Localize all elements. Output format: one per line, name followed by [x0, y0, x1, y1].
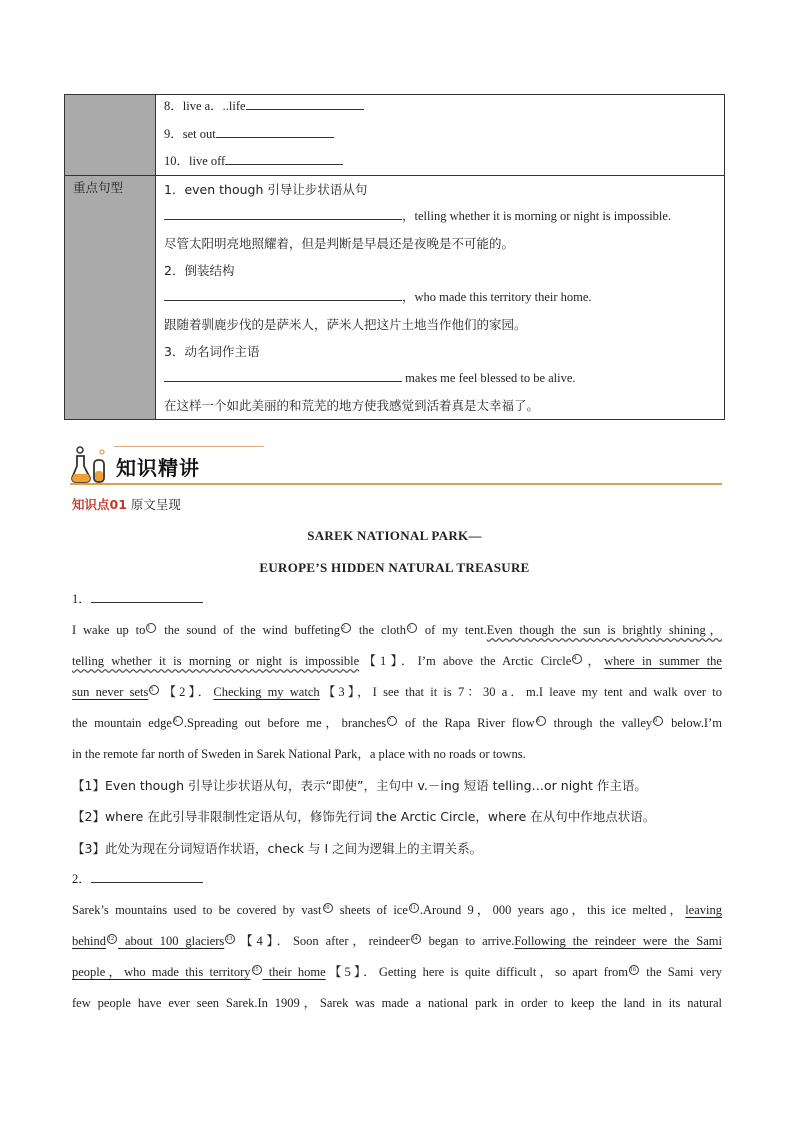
text-run: their home	[262, 965, 326, 979]
footnote-marker: 4	[572, 654, 582, 664]
footnote-marker: 8	[536, 716, 546, 726]
text-line	[72, 615, 722, 646]
answer-blank[interactable]	[91, 868, 203, 883]
text-run: few people have ever seen Sarek.In 1909，Sarek was made a national park in order to keep the land in its natural	[72, 996, 722, 1010]
table-label-key-sentences: 重点句型	[65, 176, 156, 420]
text-line	[72, 988, 722, 1019]
article-title-1: SAREK NATIONAL PARK—	[307, 528, 482, 543]
text-run: 【5】．Getting here is quite difficult，so apart from	[325, 965, 629, 979]
text-run: Checking my watch	[213, 685, 320, 699]
article-title-2: EUROPE’S HIDDEN NATURAL TREASURE	[259, 560, 530, 575]
text-run: I wake up to	[72, 623, 146, 637]
text-run: through the valley	[546, 716, 653, 730]
sentence-translation: 跟随着驯鹿步伐的是萨米人，萨米人把这片土地当作他们的家园。	[164, 317, 527, 332]
answer-blank[interactable]	[246, 95, 364, 110]
footnote-marker: 12	[107, 934, 117, 944]
text-run: below.I’m	[664, 716, 722, 730]
text-run: sun never sets	[72, 685, 149, 699]
text-run: in the remote far north of Sweden in Sarek National Park，a place with no roads or towns.	[72, 747, 526, 761]
text-run: 1．	[72, 592, 91, 606]
sentence-translation: 在这样一个如此美丽的和荒芜的地方使我感觉到活着真是太幸福了。	[164, 398, 540, 413]
note-3: 【3】此处为现在分词短语作状语，check 与 I 之间为逻辑上的主谓关系。	[72, 841, 483, 856]
note-2: 【2】where 在此引导非限制性定语从句，修饰先行词 the Arctic Circle，where 在从句中作地点状语。	[72, 809, 656, 824]
text-run: where in summer the	[604, 654, 722, 668]
knowledge-point: 知识点01 原文呈现	[72, 497, 181, 512]
answer-blank[interactable]	[216, 123, 334, 138]
answer-blank[interactable]	[225, 150, 343, 165]
answer-blank[interactable]	[164, 286, 402, 301]
footnote-marker: 7	[387, 716, 397, 726]
phrase-row: 10．live off	[164, 148, 716, 175]
sentence-translation: 尽管太阳明亮地照耀着，但是判断是早晨还是夜晚是不可能的。	[164, 236, 515, 251]
footnote-marker: 11	[409, 903, 419, 913]
section-title: 知识精讲	[116, 456, 200, 480]
footnote-marker: 1	[146, 623, 156, 633]
sentence-cell	[156, 176, 725, 420]
footnote-marker: 3	[407, 623, 417, 633]
footnote-marker: 16	[629, 965, 639, 975]
sentence-heading: 3．动名词作主语	[164, 344, 260, 359]
footnote-marker: 15	[252, 965, 262, 975]
text-line	[72, 895, 722, 926]
text-run: began to arrive.	[421, 934, 515, 948]
text-line	[72, 708, 722, 739]
table-label-empty	[65, 95, 156, 176]
paragraph-number	[72, 864, 722, 895]
text-run: behind	[72, 934, 107, 948]
text-run: Sarek’s mountains used to be covered by vast	[72, 903, 322, 917]
footnote-marker: 2	[341, 623, 351, 633]
text-run: ，	[583, 654, 605, 668]
paragraph-2	[72, 864, 722, 1019]
text-line	[72, 957, 722, 988]
text-run: about 100 glaciers	[118, 934, 225, 948]
heading-underline	[70, 483, 722, 485]
section-heading	[70, 440, 722, 486]
text-run: 【4】．Soon after，reindeer	[236, 934, 410, 948]
footnote-marker: 9	[653, 716, 663, 726]
text-run: Following the reindeer were the Sami	[514, 934, 722, 948]
text-run: 【2】．	[160, 685, 214, 699]
paragraph-number	[72, 584, 722, 615]
text-run: the cloth	[351, 623, 406, 637]
paragraph-1	[72, 584, 722, 770]
text-run: 【1】．I’m above the Arctic Circle	[359, 654, 572, 668]
text-run: leaving	[685, 903, 722, 917]
text-run: people，who made this territory	[72, 965, 251, 979]
text-run: of my tent.	[417, 623, 487, 637]
sentence-fill-row: ，telling whether it is morning or night is impossible.	[164, 203, 716, 230]
footnote-marker: 6	[173, 716, 183, 726]
text-run: .Spreading out before me，branches	[183, 716, 387, 730]
answer-blank[interactable]	[164, 367, 402, 382]
text-line	[72, 926, 722, 957]
vocab-sentence-table	[64, 94, 725, 420]
note-1: 【1】Even though 引导让步状语从句，表示“即使”，主句中 v.－ing 短语 telling…or night 作主语。	[72, 778, 647, 793]
footnote-marker: 13	[225, 934, 235, 944]
text-run: sheets of ice	[333, 903, 408, 917]
phrase-row: 8．live a．..life	[164, 95, 716, 121]
text-run: the mountain edge	[72, 716, 172, 730]
text-run: the Sami very	[640, 965, 722, 979]
heading-top-rule	[114, 446, 264, 447]
text-run: 2．	[72, 872, 91, 886]
text-run: Even though the sun is brightly shining，	[486, 623, 722, 637]
sentence-fill-row: ，who made this territory their home.	[164, 284, 716, 311]
text-line	[72, 739, 722, 770]
text-run: .Around 9，000 years ago，this ice melted，	[419, 903, 686, 917]
footnote-marker: 14	[411, 934, 421, 944]
text-run: telling whether it is morning or night is impossible	[72, 654, 360, 668]
footnote-marker: 10	[323, 903, 333, 913]
answer-blank[interactable]	[91, 588, 203, 603]
sentence-heading: 1．even though 引导让步状语从句	[164, 182, 368, 197]
phrase-cell	[156, 95, 725, 176]
text-line	[72, 646, 722, 677]
text-run: of the Rapa River flow	[398, 716, 535, 730]
footnote-marker: 5	[149, 685, 159, 695]
sentence-heading: 2．倒装结构	[164, 263, 235, 278]
text-run: the sound of the wind buffeting	[157, 623, 340, 637]
phrase-row: 9．set out	[164, 121, 716, 148]
text-run: 【3】，I see that it is 7：30 a．m.I leave my tent and walk over to	[319, 685, 723, 699]
answer-blank[interactable]	[164, 205, 402, 220]
sentence-fill-row: makes me feel blessed to be alive.	[164, 365, 716, 392]
text-line	[72, 677, 722, 708]
flask-icon	[70, 444, 110, 484]
